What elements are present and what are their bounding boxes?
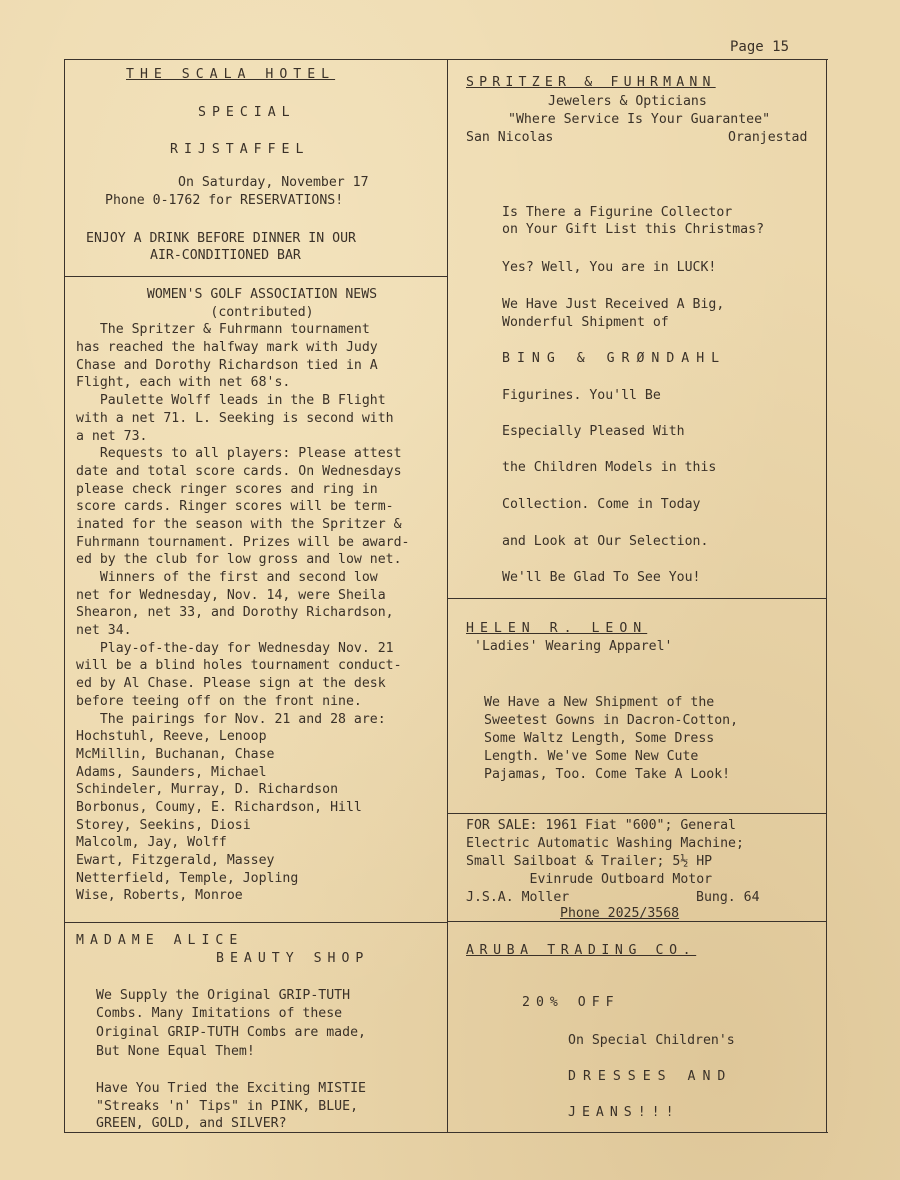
alice-p1-line2: Combs. Many Imitations of these: [96, 1006, 343, 1021]
page-number: Page 15: [730, 39, 790, 55]
alice-p1-line3: Original GRIP-TUTH Combs are made,: [96, 1025, 366, 1040]
aruba-line1: On Special Children's: [568, 1033, 735, 1048]
golf-text-line: Wise, Roberts, Monroe: [76, 888, 243, 904]
spritzer-line: on Your Gift List this Christmas?: [502, 222, 765, 237]
golf-text-line: Borbonus, Coumy, E. Richardson, Hill: [76, 799, 362, 815]
golf-text-line: Paulette Wolff leads in the B Flight: [76, 393, 386, 409]
forsale-contact-bung: Bung. 64: [696, 890, 760, 905]
golf-text-line: The pairings for Nov. 21 and 28 are:: [76, 711, 386, 727]
alice-p1-line4: But None Equal Them!: [96, 1044, 255, 1059]
golf-text-line: Malcolm, Jay, Wolff: [76, 835, 227, 851]
scala-date: On Saturday, November 17: [178, 175, 369, 190]
spritzer-location-right: Oranjestad: [728, 130, 808, 145]
golf-text-line: score cards. Ringer scores will be term-: [76, 499, 394, 515]
golf-text-line: Storey, Seekins, Diosi: [76, 817, 251, 833]
forsale-divider: [447, 921, 827, 922]
golf-text-line: Adams, Saunders, Michael: [76, 764, 267, 780]
golf-divider: [64, 922, 448, 923]
helen-line: Length. We've Some New Cute: [484, 749, 699, 764]
alice-p2-line1: Have You Tried the Exciting MISTIE: [96, 1081, 366, 1096]
spritzer-line: We'll Be Glad To See You!: [502, 570, 701, 585]
aruba-discount: 20% OFF: [522, 995, 620, 1010]
bottom-rule: [64, 1132, 828, 1133]
scala-drink-line2: AIR-CONDITIONED BAR: [150, 248, 301, 263]
spritzer-line: Collection. Come in Today: [502, 497, 701, 512]
spritzer-line: Especially Pleased With: [502, 424, 685, 439]
aruba-line2: DRESSES AND: [568, 1069, 733, 1084]
helen-title: HELEN R. LEON: [466, 621, 648, 636]
scala-drink-line1: ENJOY A DRINK BEFORE DINNER IN OUR: [86, 231, 356, 246]
scala-special: SPECIAL: [198, 105, 296, 120]
helen-subtitle: 'Ladies' Wearing Apparel': [474, 639, 673, 654]
golf-text-line: Winners of the first and second low: [76, 570, 378, 585]
golf-subheading: (contributed): [210, 304, 314, 320]
scala-phone: Phone 0-1762 for RESERVATIONS!: [105, 193, 344, 208]
golf-heading: WOMEN'S GOLF ASSOCIATION NEWS: [146, 287, 378, 302]
spritzer-line: Wonderful Shipment of: [502, 315, 669, 330]
golf-text-line: Hochstuhl, Reeve, Lenoop: [76, 729, 267, 745]
alice-title-line2: BEAUTY SHOP: [216, 951, 370, 966]
forsale-line: Electric Automatic Washing Machine;: [466, 836, 744, 851]
alice-p2-line3: GREEN, GOLD, and SILVER?: [96, 1116, 287, 1131]
golf-text-line: please check ringer scores and ring in: [76, 481, 378, 497]
golf-text-line: Ewart, Fitzgerald, Massey: [76, 853, 275, 868]
golf-text-line: will be a blind holes tournament conduct-: [76, 658, 402, 674]
spritzer-divider: [447, 598, 827, 599]
spritzer-line: Figurines. You'll Be: [502, 388, 661, 403]
golf-text-line: a net 73.: [76, 428, 148, 444]
alice-p2-line2: "Streaks 'n' Tips" in PINK, BLUE,: [96, 1099, 359, 1114]
helen-line: We Have a New Shipment of the: [484, 695, 715, 710]
golf-text-line: Netterfield, Temple, Jopling: [76, 870, 299, 886]
golf-text-line: Requests to all players: Please attest: [76, 446, 402, 462]
spritzer-line: Is There a Figurine Collector: [502, 205, 733, 220]
aruba-title: ARUBA TRADING CO.: [466, 943, 697, 958]
golf-text-line: Play-of-the-day for Wednesday Nov. 21: [76, 640, 394, 656]
alice-title-line1: MADAME ALICE: [76, 933, 244, 948]
alice-p1-line1: We Supply the Original GRIP-TUTH: [96, 988, 351, 1003]
golf-text-line: ed by the club for low gross and low net.: [76, 552, 402, 568]
golf-text-line: net 34.: [76, 623, 132, 639]
spritzer-subtitle: Jewelers & Opticians: [548, 94, 707, 109]
forsale-phone: Phone 2025/3568: [560, 906, 680, 921]
helen-line: Pajamas, Too. Come Take A Look!: [484, 767, 731, 782]
forsale-line: Small Sailboat & Trailer; 5½ HP: [466, 854, 713, 869]
aruba-line3: JEANS!!!: [568, 1105, 680, 1120]
golf-text-line: Chase and Dorothy Richardson tied in A: [76, 357, 378, 373]
scala-dish: RIJSTAFFEL: [170, 142, 310, 157]
spritzer-line: the Children Models in this: [502, 460, 717, 475]
golf-text-line: inated for the season with the Spritzer &: [76, 516, 402, 532]
spritzer-title: SPRITZER & FUHRMANN: [466, 75, 716, 90]
helen-line: Sweetest Gowns in Dacron-Cotton,: [484, 713, 739, 728]
top-rule: [64, 59, 828, 60]
spritzer-line: and Look at Our Selection.: [502, 534, 709, 549]
golf-text-line: The Spritzer & Fuhrmann tournament: [76, 322, 370, 338]
golf-text-line: Flight, each with net 68's.: [76, 375, 291, 391]
spritzer-line: Yes? Well, You are in LUCK!: [502, 260, 717, 275]
helen-divider: [447, 813, 827, 814]
golf-text-line: Shearon, net 33, and Dorothy Richardson,: [76, 605, 394, 621]
right-rule: [826, 59, 827, 1133]
spritzer-location-left: San Nicolas: [466, 130, 554, 145]
golf-text-line: Schindeler, Murray, D. Richardson: [76, 782, 339, 798]
forsale-line: FOR SALE: 1961 Fiat "600"; General: [466, 818, 736, 833]
forsale-line: Evinrude Outboard Motor: [466, 872, 713, 887]
golf-text-line: has reached the halfway mark with Judy: [76, 340, 378, 356]
golf-text-line: Fuhrmann tournament. Prizes will be award-: [76, 534, 410, 550]
golf-text-line: ed by Al Chase. Please sign at the desk: [76, 676, 386, 692]
golf-text-line: before teeing off on the front nine.: [76, 693, 362, 709]
forsale-contact-name: J.S.A. Moller: [466, 890, 570, 905]
golf-text-line: with a net 71. L. Seeking is second with: [76, 410, 394, 426]
helen-line: Some Waltz Length, Some Dress: [484, 731, 715, 746]
spritzer-line: We Have Just Received A Big,: [502, 297, 725, 312]
spritzer-slogan: "Where Service Is Your Guarantee": [508, 112, 771, 127]
golf-text-line: net for Wednesday, Nov. 14, were Sheila: [76, 587, 386, 603]
spritzer-brand: BING & GRØNDAHL: [502, 351, 727, 366]
scala-title: THE SCALA HOTEL: [126, 67, 336, 82]
scala-divider: [64, 276, 448, 277]
golf-news-article: [76, 286, 448, 905]
golf-text-line: McMillin, Buchanan, Chase: [76, 746, 275, 762]
golf-text-line: date and total score cards. On Wednesdays: [76, 463, 402, 479]
left-rule: [64, 59, 65, 1133]
